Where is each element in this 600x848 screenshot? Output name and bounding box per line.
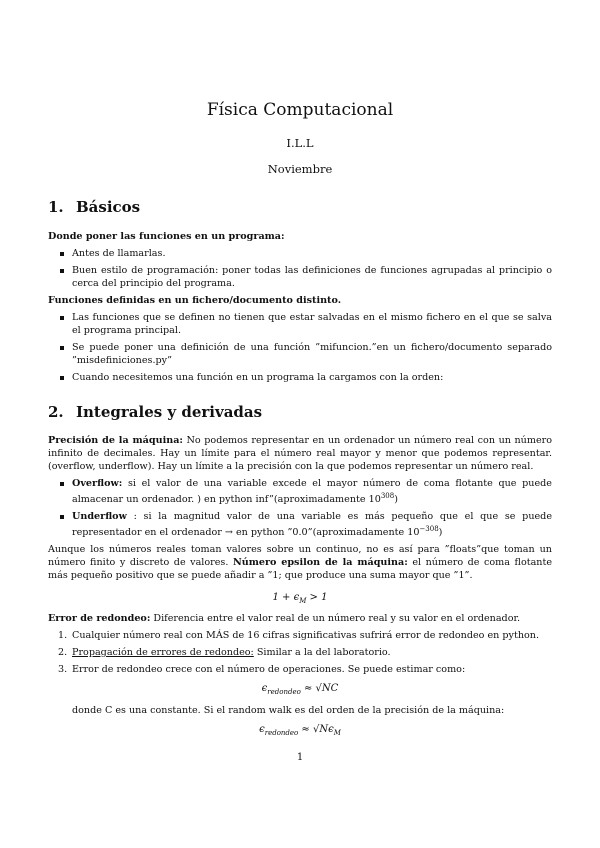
list-item: Underflow : si la magnitud valor de una variable es más pequeño que el que se puede representador en el ordenador → en python ”0.0”(aproximadamente $10^{-308}$): [48, 510, 552, 539]
section-number: 2.: [48, 403, 64, 421]
page-number: 1: [296, 752, 304, 763]
bullet-icon: [60, 376, 64, 380]
numbered-list: [48, 629, 552, 676]
document-date: Noviembre: [267, 162, 333, 176]
section-1-heading: [48, 198, 140, 216]
bullet-icon: [60, 482, 64, 486]
bullet-list: [48, 247, 552, 290]
bullet-icon: [60, 316, 64, 320]
list-item: Las funciones que se definen no tienen que estar salvadas en el mismo fichero en el que se salva el programa principal.: [48, 311, 552, 337]
equation-redondeo-2: $\epsilon_{redondeo} \approx √N\epsilon_M$: [259, 724, 341, 737]
list-item: Overflow: si el valor de una variable excede el mayor número de coma flotante que puede almacenar un ordenador. ) en python inf”(aproximadamente $10^{308}$): [48, 477, 552, 506]
list-item: Buen estilo de programación: poner todas las definiciones de funciones agrupadas al principio o cerca del principio del programa.: [48, 264, 552, 290]
subheading: Donde poner las funciones en un programa:: [48, 231, 285, 242]
section-2-heading: [48, 403, 262, 421]
paragraph: Precisión de la máquina: No podemos representar en un ordenador un número real con un número infinito de decimales. Hay un límite para el número real mayor y menor que podemos representar. (overflow, underflow). Hay un límite a la precisión con la que podemos representar un número real.: [48, 435, 552, 472]
bullet-list: [48, 477, 552, 539]
equation-epsilon: $1 + \epsilon_M > 1$: [272, 592, 328, 605]
document-author: I.L.L: [286, 136, 314, 150]
paragraph: Error de redondeo: Diferencia entre el valor real de un número real y su valor en el ordenador.: [48, 613, 521, 624]
section-2-error-body: [48, 612, 552, 680]
subheading: Funciones definidas en un fichero/documento distinto.: [48, 295, 342, 306]
list-item: Antes de llamarlas.: [48, 247, 552, 260]
section-title: Básicos: [76, 198, 141, 216]
section-number: 1.: [48, 198, 64, 216]
list-item: Se puede poner una definición de una función ”mifuncion.”en un fichero/documento separado ”misdefiniciones.py”: [48, 341, 552, 367]
paragraph: Aunque los números reales toman valores sobre un continuo, no es así para ”floats”que toman un número finito y discreto de valores. Número epsilon de la máquina: el número de coma flotante más pequeño positivo que se puede añadir a ”1; que produce una suma mayor que ”1”.: [48, 544, 553, 582]
bullet-icon: [60, 515, 64, 519]
paragraph: donde C es una constante. Si el random walk es del orden de la precisión de la máquina:: [72, 705, 505, 716]
bullet-icon: [60, 346, 64, 350]
list-item: Cuando necesitemos una función en un programa la cargamos con la orden:: [48, 371, 552, 384]
bullet-icon: [60, 252, 64, 256]
list-item: 2. Propagación de errores de redondeo: Similar a la del laboratorio.: [58, 647, 391, 658]
document-title: Física Computacional: [206, 100, 394, 120]
equation-redondeo-1: $\epsilon_{redondeo} \approx √NC$: [261, 683, 339, 696]
section-1-body: [48, 230, 552, 388]
list-item: 3. Error de redondeo crece con el número de operaciones. Se puede estimar como:: [58, 664, 466, 675]
section-2-body: [48, 434, 552, 582]
section-title: Integrales y derivadas: [76, 403, 263, 421]
bullet-list: [48, 311, 552, 384]
bullet-icon: [60, 269, 64, 273]
list-item: 1. Cualquier número real con MÁS de 16 cifras significativas sufrirá error de redondeo en python.: [58, 630, 540, 641]
